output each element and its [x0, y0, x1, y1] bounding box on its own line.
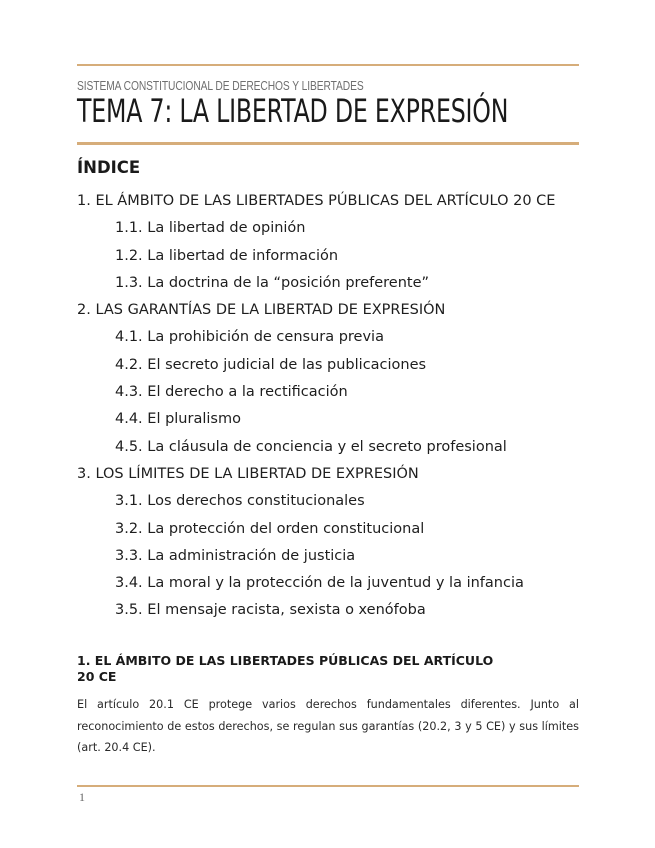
toc-item: 1.1. La libertad de opinión — [115, 220, 306, 237]
toc-item: 4.1. La prohibición de censura previa — [115, 329, 384, 346]
page-number: 1 — [79, 790, 85, 804]
toc-item: 2. LAS GARANTÍAS DE LA LIBERTAD DE EXPRESIÓN — [77, 302, 446, 319]
toc-item: 3. LOS LÍMITES DE LA LIBERTAD DE EXPRESIÓN — [77, 465, 419, 482]
header-top-rule — [77, 64, 579, 66]
toc-item: 1.2. La libertad de información — [115, 247, 339, 264]
table-of-contents — [77, 188, 597, 625]
toc-item: 1. EL ÁMBITO DE LAS LIBERTADES PÚBLICAS DEL ARTÍCULO 20 CE — [77, 193, 556, 209]
toc-item: 3.3. La administración de justicia — [115, 547, 356, 564]
document-title: TEMA 7: LA LIBERTAD DE EXPRESIÓN — [77, 92, 509, 130]
document-subtitle: SISTEMA CONSTITUCIONAL DE DERECHOS Y LIBERTADES — [77, 79, 364, 93]
toc-item: 4.5. La cláusula de conciencia y el secreto profesional — [115, 438, 507, 455]
toc-item: 4.3. El derecho a la rectificación — [115, 384, 348, 401]
toc-item: 4.2. El secreto judicial de las publicaciones — [115, 356, 427, 373]
toc-item: 3.4. La moral y la protección de la juventud y la infancia — [115, 575, 524, 592]
section-body-paragraph: El artículo 20.1 CE protege varios derechos fundamentales diferentes. Junto al reconocimiento de estos derechos, se regulan sus garantías (20.2, 3 y 5 CE) y sus límites (art. 20.4 CE). — [77, 698, 579, 754]
toc-item: 3.2. La protección del orden constitucional — [115, 520, 425, 537]
section-heading-line: 1. EL ÁMBITO DE LAS LIBERTADES PÚBLICAS DEL ARTÍCULO — [77, 653, 494, 668]
index-heading: ÍNDICE — [77, 158, 141, 177]
section-heading — [77, 653, 507, 685]
toc-item: 3.1. Los derechos constitucionales — [115, 493, 365, 510]
section-heading-line: 20 CE — [77, 669, 117, 684]
toc-item: 3.5. El mensaje racista, sexista o xenófoba — [115, 602, 426, 619]
header-bottom-rule — [77, 142, 579, 145]
toc-item: 4.4. El pluralismo — [115, 411, 241, 428]
toc-item: 1.3. La doctrina de la “posición preferente” — [115, 274, 430, 291]
footer-rule — [77, 785, 579, 787]
